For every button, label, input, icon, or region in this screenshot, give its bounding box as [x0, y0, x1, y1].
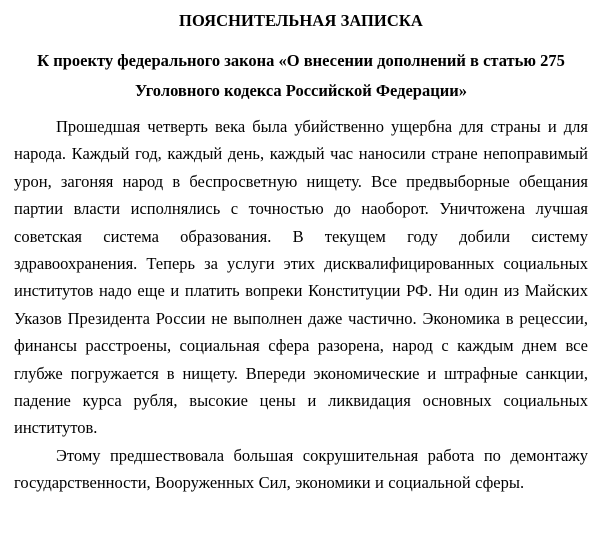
- paragraph: Прошедшая четверть века была убийственно ущербна для страны и для народа. Каждый год, каждый день, каждый час наносили стране непоправимый урон, загоняя народ в беспросветную нищету. Все предвыборные обещания партии власти исполнялись с точностью до наоборот. Уничтожена лучшая советская система образования. В текущем году добили систему здравоохранения. Теперь за услуги этих дисквалифицированных социальных институтов надо еще и платить вопреки Конституции РФ. Ни один из Майских Указов Президента России не выполнен даже частично. Экономика в рецессии, финансы расстроены, социальная сфера разорена, народ с каждым днем все глубже погружается в нищету. Впереди экономические и штрафные санкции, падение курса рубля, высокие цены и ликвидация основных социальных институтов.: [14, 117, 588, 438]
- document-subtitle: К проекту федерального закона «О внесении дополнений в статью 275 Уголовного кодекса Российской Федерации»: [37, 51, 565, 100]
- document-title: ПОЯСНИТЕЛЬНАЯ ЗАПИСКА: [179, 11, 423, 30]
- document-page: [14, 10, 588, 497]
- paragraph: Этому предшествовала большая сокрушительная работа по демонтажу государственности, Вооруженных Сил, экономики и социальной сферы.: [14, 445, 588, 493]
